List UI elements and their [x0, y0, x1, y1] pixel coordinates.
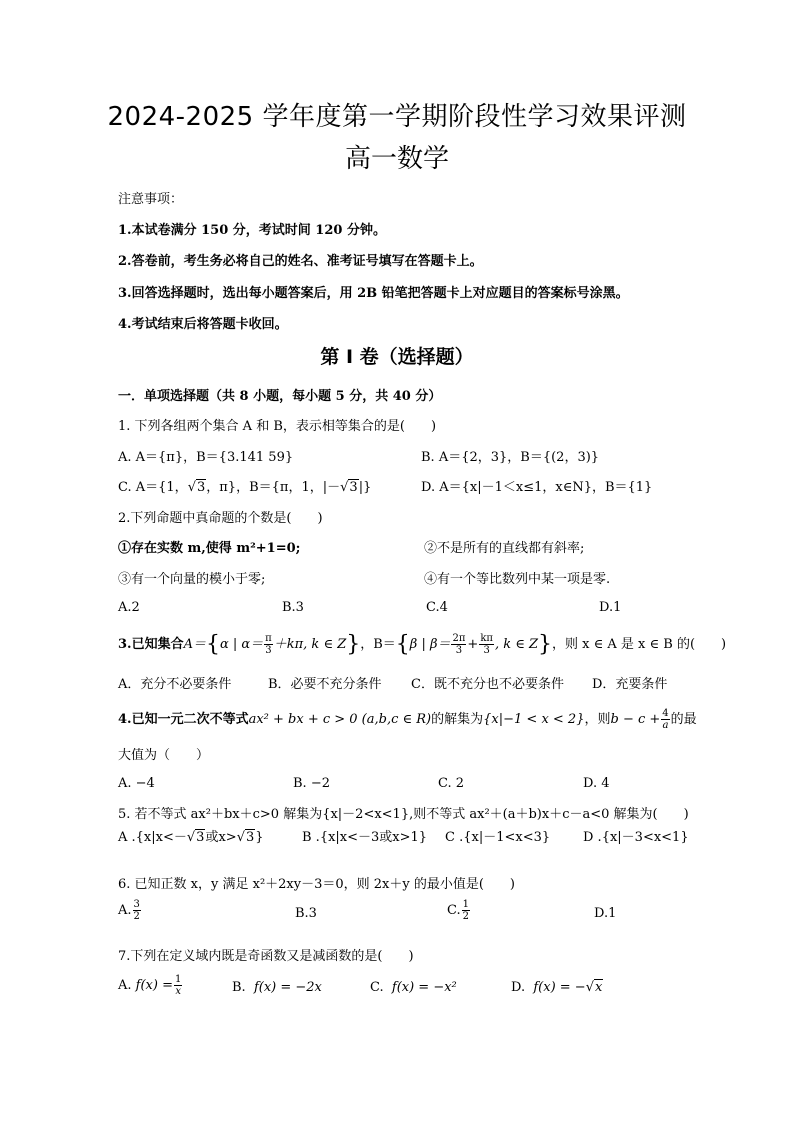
q6-option-b: B.3	[295, 906, 317, 921]
q3-frac-kpi-3	[479, 633, 494, 656]
q2-proposition-1: ①存在实数 m,使得 m²+1=0;	[118, 541, 301, 556]
q3-brace-open: {	[205, 632, 220, 657]
q1-c-prefix: C. A＝{1，	[118, 480, 188, 495]
q4-prefix: 4.已知一元二次不等式	[118, 712, 249, 727]
q6-c-label: C.	[447, 903, 461, 918]
q6-c-den: 2	[462, 911, 469, 922]
part-heading: 一．单项选择题（共 8 小题，每小题 5 分，共 40 分）	[118, 389, 442, 404]
q7-stem: 7.下列在定义域内既是奇函数又是减函数的是( )	[118, 949, 414, 964]
q3-option-c: C．既不充分也不必要条件	[411, 677, 564, 692]
q1-stem: 1. 下列各组两个集合 A 和 B，表示相等集合的是( )	[118, 419, 437, 434]
q1-option-c: C. A＝{1，√3，π}，B＝{π，1，|－√3|}	[118, 480, 372, 495]
q3-brace-close-b: }	[538, 632, 553, 657]
q3-stem: 3.已知集合A＝{α | α＝ $\frac{\pi}{3}$ ＋kπ, k ∈ Z}，B＝{β | β＝ $\frac{2\pi}{3}$ + $\frac{k\pi}{3}$ , k ∈ Z}，则 x ∈ A 是 x ∈ B 的( )	[118, 632, 727, 657]
q4-line2: 大值为（ ）	[118, 748, 210, 763]
q6-option-a	[118, 899, 142, 922]
q5-a-mid: 或x>	[205, 830, 237, 845]
q5-option-a: A .{x|x<－√3或x>√3}	[118, 830, 264, 845]
q7-a-num: 1	[174, 974, 182, 985]
q4-option-a: A. −4	[118, 776, 155, 791]
q4-mid: 的解集为	[431, 712, 484, 727]
q3-set-b-label: ，B＝	[360, 637, 396, 652]
notice-heading: 注意事项：	[118, 192, 184, 207]
q7-a-den: x	[175, 986, 181, 997]
exam-subtitle: 高一数学	[344, 144, 449, 174]
q4-expression: b − c +	[610, 712, 661, 727]
q7-a-label: A.	[118, 978, 132, 993]
q5-a-suffix: }	[255, 830, 264, 845]
q7-a-frac	[174, 974, 182, 997]
q3-frac-den: 3	[265, 645, 272, 656]
q3-option-d: D．充要条件	[592, 677, 668, 692]
q3-frac3-den: 3	[483, 645, 490, 656]
q2-option-b: B.3	[282, 600, 304, 615]
q3-option-b: B．必要不充分条件	[268, 677, 382, 692]
q7-d-fx: f(x) = −	[533, 980, 586, 995]
q6-stem: 6. 已知正数 x，y 满足 x²＋2xy－3＝0，则 2x＋y 的最小值是( )	[118, 877, 515, 892]
q4-frac-den: a	[662, 720, 669, 731]
q4-stem	[118, 708, 697, 731]
q6-c-frac	[462, 899, 470, 922]
q7-option-d: D. f(x) = −√x	[511, 980, 603, 995]
q7-d-label: D.	[511, 980, 526, 995]
q4-tail: 的最	[670, 712, 697, 727]
q3-plus-kpi: ＋kπ, k ∈ Z	[273, 637, 347, 652]
q7-b-fx: f(x) = −2x	[253, 980, 322, 995]
q4-option-c: C. 2	[438, 776, 465, 791]
q2-stem: 2.下列命题中真命题的个数是( )	[118, 511, 323, 526]
q3-frac2-num: 2π	[452, 633, 466, 644]
q7-option-a	[118, 974, 183, 997]
q1-c-mid: ，π}，B＝{π，1，|－	[206, 480, 341, 495]
q3-alpha-part: α | α＝	[219, 637, 264, 652]
q1-option-b: B. A＝{2，3}，B＝{(2，3)}	[421, 450, 600, 465]
notice-item-2: 2.答卷前，考生务必将自己的姓名、准考证号填写在答题卡上。	[118, 254, 483, 269]
q6-option-d: D.1	[594, 906, 617, 921]
q2-proposition-3: ③有一个向量的模小于零;	[118, 572, 266, 587]
q3-frac-num: π	[265, 633, 272, 644]
q3-brace-open-b: {	[395, 632, 410, 657]
q3-prefix: 3.已知集合	[118, 637, 184, 652]
q2-proposition-4: ④有一个等比数列中某一项是零.	[424, 572, 611, 587]
q5-a-sqrt2: 3	[245, 830, 255, 845]
q5-a-prefix: A .{x|x<－	[118, 830, 187, 845]
q2-option-d: D.1	[599, 600, 622, 615]
q5-option-d: D .{x|－3<x<1}	[583, 830, 689, 845]
q4-then: ，则	[584, 712, 611, 727]
q6-a-num: 3	[133, 899, 140, 910]
q1-option-a: A. A＝{π}，B＝{3.141 59}	[118, 450, 294, 465]
q3-frac3-num: kπ	[480, 633, 493, 644]
exam-title: 2024-2025 学年度第一学期阶段性学习效果评测	[107, 102, 687, 132]
q4-inequality: ax² + bx + c > 0 (a,b,c ∈ R)	[248, 712, 432, 727]
q3-beta-part: β | β＝	[409, 637, 451, 652]
q4-option-d: D. 4	[583, 776, 610, 791]
q6-c-num: 1	[462, 899, 469, 910]
notice-item-4: 4.考试结束后将答题卡收回。	[118, 317, 288, 332]
q1-option-d: D. A＝{x|－1＜x≤1，x∈N}，B＝{1}	[421, 480, 653, 495]
q4-option-b: B. −2	[293, 776, 330, 791]
q2-proposition-2: ②不是所有的直线都有斜率;	[424, 541, 585, 556]
q7-d-sqrt: x	[595, 980, 603, 995]
q4-frac-num: 4	[662, 708, 669, 719]
q1-c-sqrt2: 3	[349, 480, 358, 495]
notice-item-3: 3.回答选择题时，选出每小题答案后，用 2B 铅笔把答题卡上对应题目的答案标号涂黑。	[118, 286, 629, 301]
q3-suffix: ，则 x ∈ A 是 x ∈ B 的( )	[552, 637, 727, 652]
q7-option-c	[370, 980, 457, 995]
q6-a-label: A.	[118, 903, 132, 918]
q7-c-fx: f(x) = −x²	[391, 980, 457, 995]
q4-frac	[661, 708, 669, 731]
q7-c-label: C.	[370, 980, 384, 995]
q6-a-frac	[133, 899, 141, 922]
q7-option-b	[232, 980, 322, 995]
q3-set-a-label: A＝	[183, 637, 206, 652]
q4-solution-set: {x|−1 < x < 2}	[483, 712, 585, 727]
q3-frac2-den: 3	[455, 645, 463, 656]
q6-option-c	[447, 899, 471, 922]
q5-option-c: C .{x|－1<x<3}	[445, 830, 551, 845]
q7-b-label: B.	[232, 980, 246, 995]
q3-brace-close: }	[346, 632, 361, 657]
q5-a-sqrt: 3	[196, 830, 205, 845]
q3-tail-b: , k ∈ Z	[494, 637, 539, 652]
q2-option-c: C.4	[426, 600, 448, 615]
q6-a-den: 2	[133, 911, 140, 922]
q5-stem: 5. 若不等式 ax²＋bx＋c>0 解集为{x|－2<x<1},则不等式 ax²＋(a＋b)x＋c－a<0 解集为( )	[118, 807, 689, 822]
q3-frac-pi-3	[264, 633, 273, 656]
notice-item-1: 1.本试卷满分 150 分，考试时间 120 分钟。	[118, 223, 386, 238]
q5-option-b: B .{x|x<－3或x>1}	[302, 830, 428, 845]
q1-c-sqrt: 3	[196, 480, 206, 495]
section-title: 第 I 卷（选择题）	[320, 346, 474, 368]
q3-option-a: A．充分不必要条件	[118, 677, 232, 692]
q3-frac-2pi-3	[451, 633, 466, 656]
q1-c-suffix: |}	[358, 480, 372, 495]
q2-option-a: A.2	[118, 600, 140, 615]
q7-a-fx: f(x) =	[135, 978, 173, 993]
